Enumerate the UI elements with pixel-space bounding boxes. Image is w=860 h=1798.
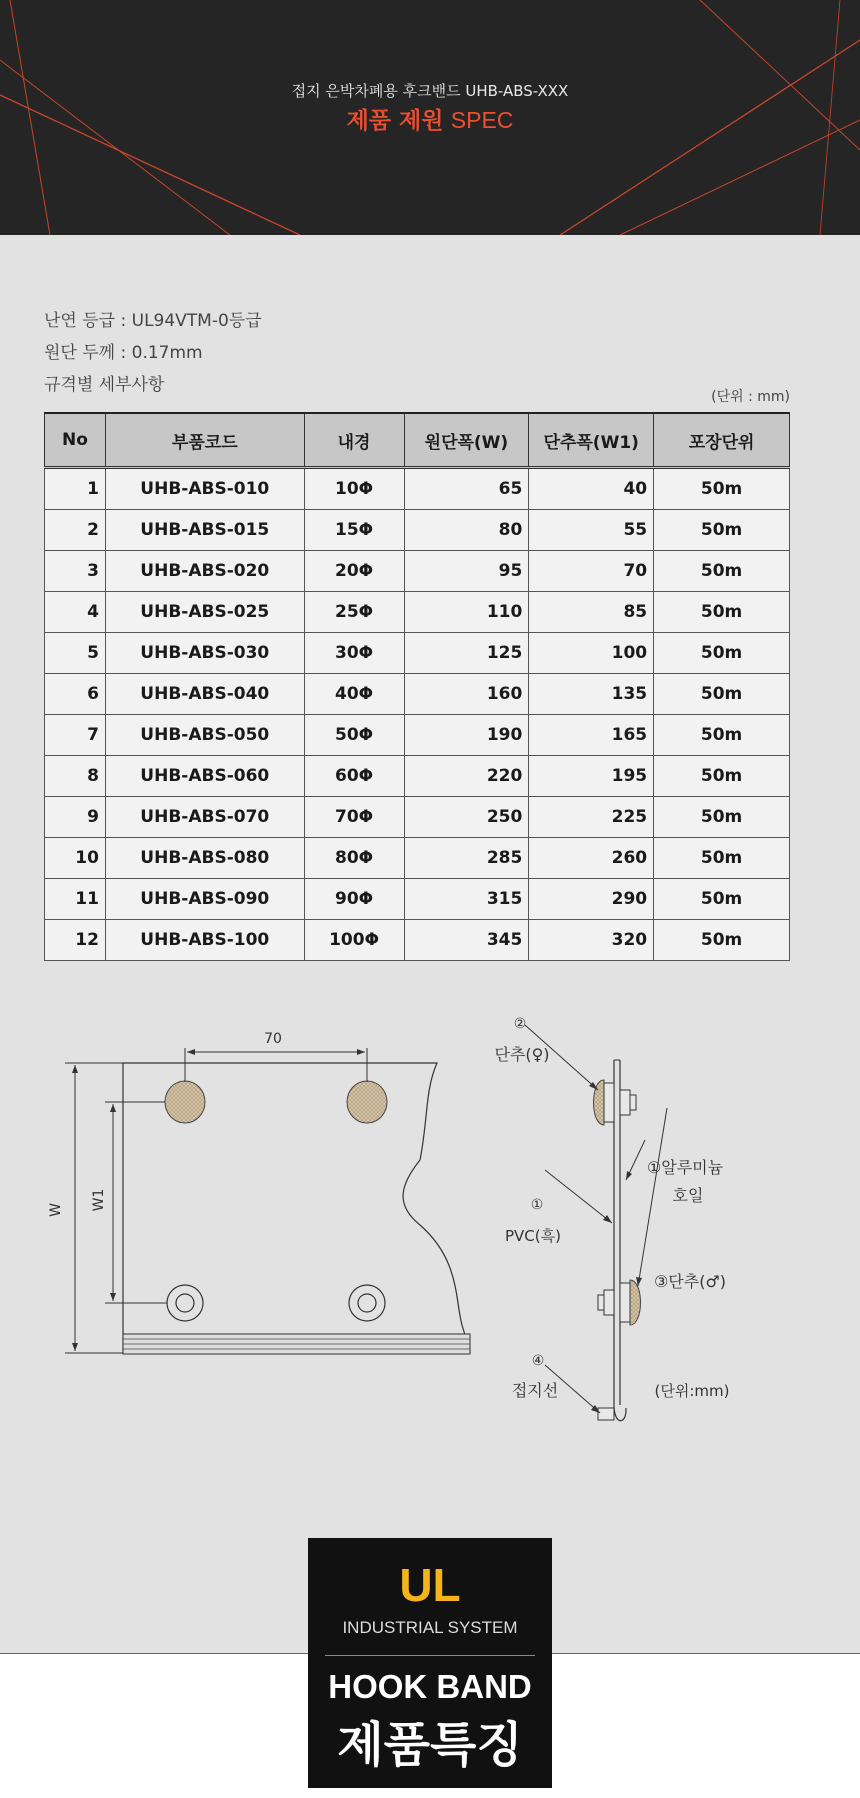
cell-button-width: 100 [529,633,654,674]
features-title: 제품특징 [337,1717,523,1773]
table-row [45,715,790,756]
cell-pack-unit: 50m [654,756,790,797]
col-header-part-code: 부품코드 [105,413,304,468]
cell-fabric-width: 315 [404,879,529,920]
label-button-male: ③단추(♂) [653,1272,727,1291]
cell-inner-dia: 60Φ [304,756,404,797]
cell-pack-unit: 50m [654,797,790,838]
col-header-button-width: 단추폭(W1) [529,413,654,468]
cell-inner-dia: 100Φ [304,920,404,961]
cell-inner-dia: 90Φ [304,879,404,920]
header-title-en: SPEC [450,107,514,133]
header-banner [0,0,860,235]
cell-part-code: UHB-ABS-030 [105,633,304,674]
cell-fabric-width: 65 [404,468,529,510]
spec-table [44,412,790,961]
table-row [45,510,790,551]
cell-fabric-width: 160 [404,674,529,715]
table-row [45,592,790,633]
cell-pack-unit: 50m [654,838,790,879]
table-row [45,838,790,879]
spec-details-label: 규격별 세부사항 [44,375,165,395]
label-1b-num: ① [530,1197,544,1213]
dim-70-label: 70 [264,1031,282,1047]
cell-part-code: UHB-ABS-080 [105,838,304,879]
header-title-ko: 제품 제원 [346,108,444,134]
cell-inner-dia: 50Φ [304,715,404,756]
header-title [0,102,860,135]
cell-button-width: 195 [529,756,654,797]
col-header-fabric-width: 원단폭(W) [404,413,529,468]
band-diagram [0,1010,860,1440]
cell-inner-dia: 10Φ [304,468,404,510]
label-pvc: PVC(흑) [505,1227,561,1245]
cell-no: 2 [45,510,106,551]
table-row [45,879,790,920]
dim-w-label: W [48,1203,64,1217]
cell-no: 4 [45,592,106,633]
table-row [45,633,790,674]
cell-no: 8 [45,756,106,797]
cell-inner-dia: 30Φ [304,633,404,674]
diagram-unit: (단위:mm) [654,1382,730,1400]
cell-fabric-width: 250 [404,797,529,838]
cell-no: 6 [45,674,106,715]
label-2-num: ② [513,1016,527,1032]
cell-part-code: UHB-ABS-040 [105,674,304,715]
industrial-system-text: INDUSTRIAL SYSTEM [342,1618,518,1637]
cell-pack-unit: 50m [654,715,790,756]
fabric-thickness: 원단 두께 : 0.17mm [44,343,203,363]
label-ground-wire: 접지선 [511,1381,559,1400]
button-female-right [347,1081,387,1123]
badge-divider [325,1655,535,1656]
cell-button-width: 320 [529,920,654,961]
cell-part-code: UHB-ABS-025 [105,592,304,633]
cell-fabric-width: 220 [404,756,529,797]
cell-no: 12 [45,920,106,961]
table-row [45,551,790,592]
hook-band-title: HOOK BAND [328,1668,532,1705]
cell-part-code: UHB-ABS-070 [105,797,304,838]
cell-no: 5 [45,633,106,674]
cell-inner-dia: 80Φ [304,838,404,879]
label-button-female: 단추(♀) [494,1045,550,1064]
table-header-row [45,413,790,468]
col-header-inner-dia: 내경 [304,413,404,468]
cell-inner-dia: 20Φ [304,551,404,592]
cell-inner-dia: 25Φ [304,592,404,633]
cell-pack-unit: 50m [654,920,790,961]
cell-button-width: 225 [529,797,654,838]
cell-part-code: UHB-ABS-010 [105,468,304,510]
cell-button-width: 40 [529,468,654,510]
cell-pack-unit: 50m [654,468,790,510]
label-aluminum-foil-2: 호일 [672,1186,704,1205]
ul-badge [308,1538,552,1788]
cell-fabric-width: 95 [404,551,529,592]
cell-fabric-width: 345 [404,920,529,961]
cell-button-width: 260 [529,838,654,879]
cell-button-width: 135 [529,674,654,715]
cell-no: 7 [45,715,106,756]
cell-pack-unit: 50m [654,592,790,633]
button-female-left [165,1081,205,1123]
cell-pack-unit: 50m [654,633,790,674]
table-row [45,468,790,510]
label-4-num: ④ [531,1353,545,1369]
cell-button-width: 165 [529,715,654,756]
cell-no: 1 [45,468,106,510]
cell-fabric-width: 190 [404,715,529,756]
table-row [45,920,790,961]
cell-fabric-width: 285 [404,838,529,879]
cell-no: 9 [45,797,106,838]
cell-part-code: UHB-ABS-020 [105,551,304,592]
front-view [48,1031,470,1354]
cell-part-code: UHB-ABS-090 [105,879,304,920]
cell-button-width: 70 [529,551,654,592]
button-male-right [349,1285,385,1321]
dim-w1-label: W1 [91,1188,107,1212]
cell-inner-dia: 40Φ [304,674,404,715]
table-row [45,756,790,797]
cell-pack-unit: 50m [654,551,790,592]
side-view [525,1025,667,1421]
cell-part-code: UHB-ABS-060 [105,756,304,797]
cell-button-width: 290 [529,879,654,920]
cell-no: 11 [45,879,106,920]
cell-button-width: 55 [529,510,654,551]
header-subtitle: 접지 은박차폐용 후크밴드 UHB-ABS-XXX [291,82,569,100]
table-row [45,797,790,838]
cell-inner-dia: 15Φ [304,510,404,551]
cell-pack-unit: 50m [654,879,790,920]
cell-fabric-width: 110 [404,592,529,633]
label-aluminum-foil: ①알루미늄 [646,1158,724,1177]
cell-pack-unit: 50m [654,674,790,715]
col-header-pack-unit: 포장단위 [654,413,790,468]
cell-pack-unit: 50m [654,510,790,551]
ul-logo-text: UL [399,1559,461,1611]
cell-fabric-width: 125 [404,633,529,674]
cell-no: 10 [45,838,106,879]
table-unit: (단위 : mm) [711,389,790,405]
col-header-no: No [45,413,106,468]
cell-button-width: 85 [529,592,654,633]
cell-inner-dia: 70Φ [304,797,404,838]
cell-no: 3 [45,551,106,592]
cell-part-code: UHB-ABS-100 [105,920,304,961]
cell-fabric-width: 80 [404,510,529,551]
flame-grade: 난연 등급 : UL94VTM-0등급 [44,311,262,331]
cell-part-code: UHB-ABS-015 [105,510,304,551]
button-male-left [167,1285,203,1321]
cell-part-code: UHB-ABS-050 [105,715,304,756]
table-row [45,674,790,715]
